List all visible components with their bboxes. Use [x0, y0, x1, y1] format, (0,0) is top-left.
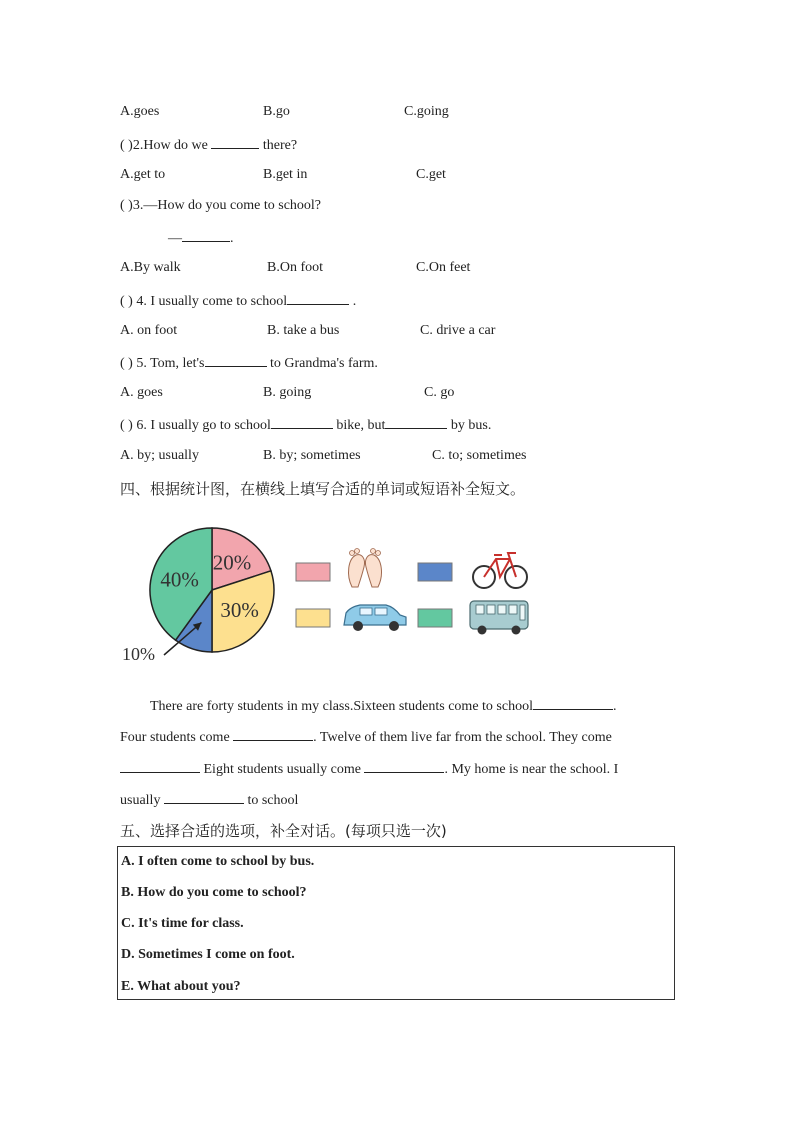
- question-4: [120, 292, 356, 310]
- answer-bracket[interactable]: ( ): [120, 198, 133, 213]
- question-text: bike, but: [332, 418, 386, 433]
- q5-option-b: B. going: [263, 385, 312, 400]
- answer-blank[interactable]: [120, 760, 200, 773]
- passage-text: .: [612, 699, 617, 714]
- passage-line-4: [120, 791, 670, 809]
- q1-option-a: A.goes: [120, 104, 160, 119]
- answer-blank[interactable]: [211, 136, 259, 149]
- passage-line-3: [120, 760, 670, 778]
- answer-blank[interactable]: [182, 229, 230, 242]
- q5-option-a: A. goes: [120, 385, 163, 400]
- question-3: [120, 198, 321, 214]
- q3-option-b: B.On foot: [267, 260, 323, 275]
- passage-text: usually: [120, 793, 164, 808]
- answer-blank[interactable]: [205, 354, 267, 367]
- passage-text: Four students come: [120, 730, 234, 745]
- option-a: A. I often come to school by bus.: [121, 854, 315, 869]
- q1-option-b: B.go: [263, 104, 290, 119]
- question-6: [120, 416, 491, 434]
- option-c: C. It's time for class.: [121, 916, 244, 931]
- legend-swatch-green: [418, 609, 452, 627]
- section-5-title: 五、选择合适的选项，补全对话。(每项只选一次): [120, 822, 447, 840]
- car-icon: [344, 605, 406, 631]
- question-3-reply: — .: [168, 231, 234, 246]
- pie-label-40: 40%: [160, 567, 199, 592]
- chart-legend: [290, 545, 540, 640]
- q4-option-b: B. take a bus: [267, 323, 340, 338]
- passage-text: to school: [243, 793, 299, 808]
- q6-option-a: A. by; usually: [120, 448, 199, 463]
- q3-option-c: C.On feet: [416, 260, 471, 275]
- question-text: 3.—How do you come to school?: [132, 198, 322, 213]
- q2-option-b: B.get in: [263, 167, 308, 182]
- foot-icon: [349, 549, 382, 588]
- dash-text: —: [168, 231, 182, 246]
- q3-option-a: A.By walk: [120, 260, 181, 275]
- bus-icon: [470, 601, 528, 635]
- question-text: .: [349, 294, 357, 309]
- pie-label-30: 30%: [220, 598, 259, 623]
- passage-text: . Twelve of them live far from the school. They come: [313, 730, 612, 745]
- question-text: 5. Tom, let's: [132, 356, 205, 371]
- bike-icon: [473, 553, 527, 588]
- question-text: there?: [259, 138, 298, 153]
- answer-blank[interactable]: [271, 416, 333, 429]
- options-box: [117, 846, 675, 1000]
- option-e: E. What about you?: [121, 979, 241, 994]
- q6-option-c: C. to; sometimes: [432, 448, 527, 463]
- answer-blank[interactable]: [364, 760, 444, 773]
- legend-swatch-yellow: [296, 609, 330, 627]
- q1-option-c: C.going: [404, 104, 449, 119]
- passage-text: . My home is near the school. I: [444, 762, 619, 777]
- passage-line-2: [120, 728, 670, 746]
- answer-bracket[interactable]: ( ): [120, 138, 133, 153]
- answer-blank[interactable]: [164, 791, 244, 804]
- passage-text: Eight students usually come: [200, 762, 365, 777]
- question-text: 4. I usually come to school: [132, 294, 288, 309]
- q5-option-c: C. go: [424, 385, 455, 400]
- pie-label-10: 10%: [122, 644, 155, 664]
- option-b: B. How do you come to school?: [121, 885, 307, 900]
- answer-blank[interactable]: [287, 292, 349, 305]
- q6-option-b: B. by; sometimes: [263, 448, 361, 463]
- question-text: 2.How do we: [132, 138, 212, 153]
- q2-option-a: A.get to: [120, 167, 166, 182]
- section-4-title: 四、根据统计图，在横线上填写合适的单词或短语补全短文。: [120, 480, 526, 498]
- legend-swatch-blue: [418, 563, 452, 581]
- answer-blank[interactable]: [533, 697, 613, 710]
- passage-line-1: [150, 697, 700, 715]
- q4-option-c: C. drive a car: [420, 323, 496, 338]
- pie-label-20: 20%: [212, 550, 252, 575]
- answer-blank[interactable]: [233, 728, 313, 741]
- question-text: 6. I usually go to school: [132, 418, 271, 433]
- q2-option-c: C.get: [416, 167, 446, 182]
- passage-text: There are forty students in my class.Sixteen students come to school: [150, 699, 533, 714]
- question-text: by bus.: [447, 418, 492, 433]
- pie-chart: [120, 515, 290, 675]
- answer-blank[interactable]: [385, 416, 447, 429]
- legend-swatch-pink: [296, 563, 330, 581]
- question-5: [120, 354, 378, 372]
- q4-option-a: A. on foot: [120, 323, 178, 338]
- question-2: [120, 136, 297, 154]
- answer-bracket[interactable]: ( ): [120, 418, 133, 433]
- answer-bracket[interactable]: ( ): [120, 356, 133, 371]
- question-text: to Grandma's farm.: [266, 356, 378, 371]
- option-d: D. Sometimes I come on foot.: [121, 947, 295, 962]
- answer-bracket[interactable]: ( ): [120, 294, 133, 309]
